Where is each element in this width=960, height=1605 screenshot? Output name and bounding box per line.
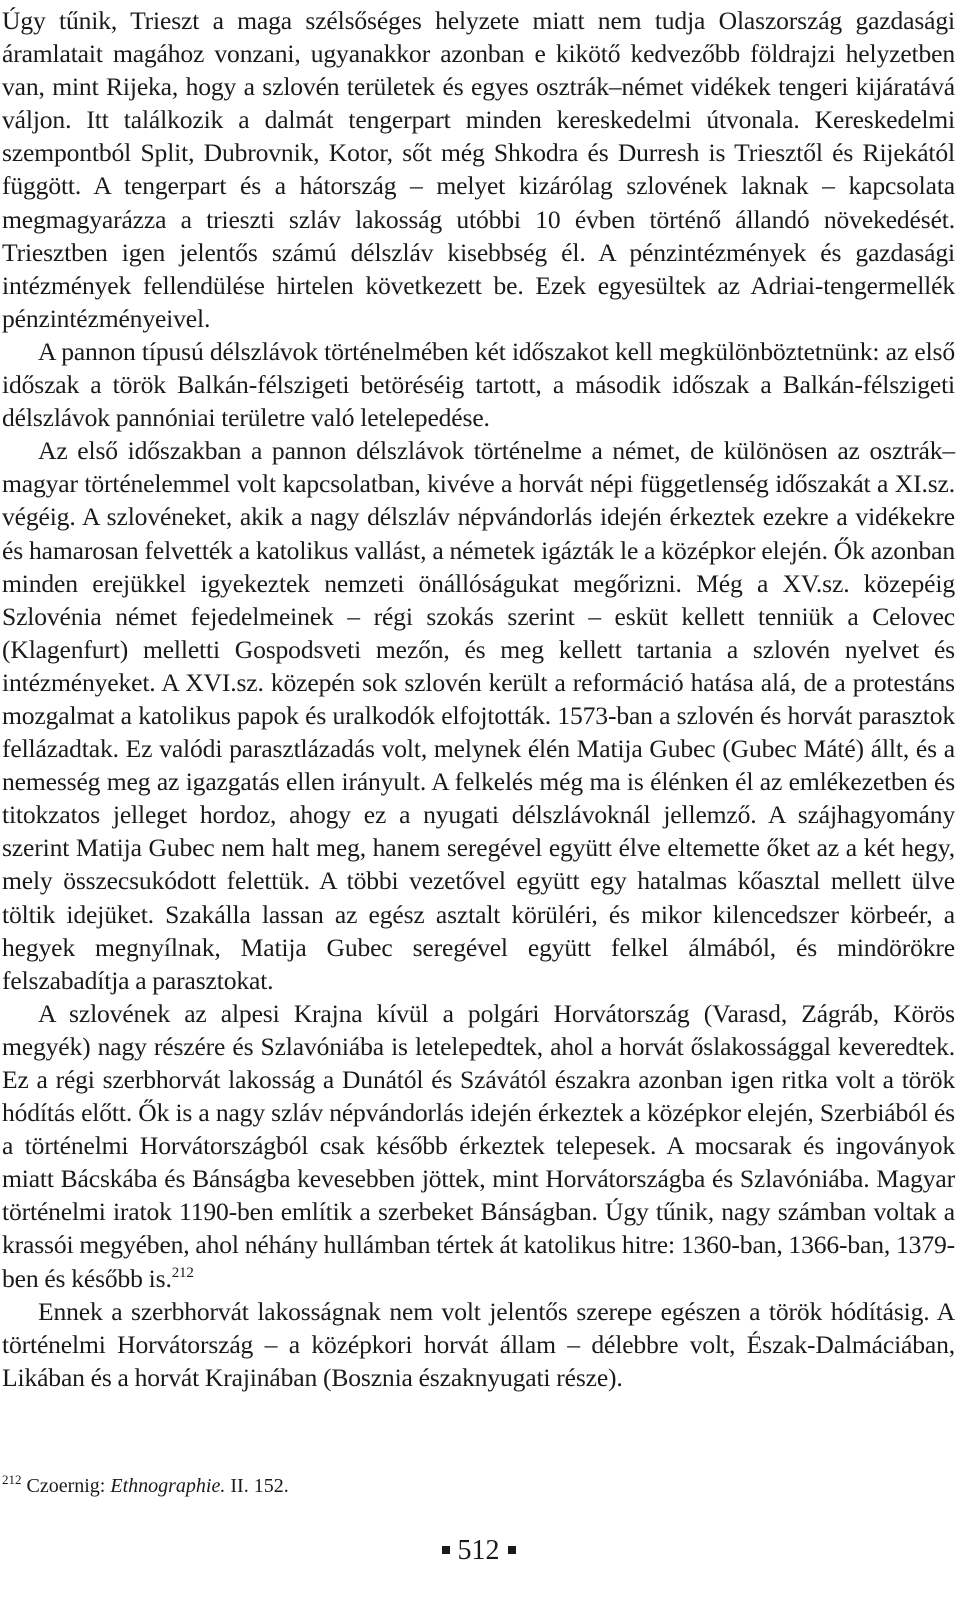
paragraph [2, 335, 955, 434]
square-bullet-icon [508, 1546, 516, 1554]
paragraph [2, 434, 955, 997]
paragraph-text: Ennek a szerbhorvát lakosságnak nem volt jelentős szerepe egészen a török hódításig. A történelmi Horvátország – a középkori horvát állam – délebbre volt, Észak-Dalmáciában, Likában és a horvát Krajinában (Bosznia északnyugati része). [2, 1296, 955, 1392]
square-bullet-icon [442, 1546, 450, 1554]
paragraph [2, 997, 955, 1295]
paragraph-text: A szlovének az alpesi Krajna kívül a polgári Horvátország (Varasd, Zágráb, Körös megyék) nagy részére és Szlavóniába is letelepedtek, ahol a horvát őslakossággal keveredtek. Ez a régi szerbhorvát lakosság a Dunától és Szávától északra azonban igen ritka volt a török hódítás előtt. Ők is a nagy szláv népvándorlás idején érkeztek a középkor elején, Szerbiából és a történelmi Horvátországból csak később érkeztek telepesek. A mocsarak és ingoványok miatt Bácskába és Bánságba kevesebben jöttek, mint Horvátországba és Szlavóniába. Magyar történelmi iratok 1190-ben említik a szerbeket Bánságban. Úgy tűnik, nagy számban voltak a krassói megyében, ahol néhány hullámban tértek át katolikus hitre: 1360-ban, 1366-ban, 1379-ben és később is. [2, 998, 955, 1293]
page-footer [2, 1534, 955, 1568]
footnote-title: Ethnographie. [110, 1475, 226, 1497]
footnote [2, 1473, 955, 1499]
footnote-number: 212 [2, 1472, 22, 1487]
paragraph-text: Úgy tűnik, Trieszt a maga szélsőséges helyzete miatt nem tudja Olaszország gazdasági áramlatait magához vonzani, ugyanakkor azonban e kikötő kedvezőbb földrajzi helyzetben van, mint Rijeka, hogy a szlovén területek és egyes osztrák–német vidékek tengeri kijáratává váljon. Itt találkozik a dalmát tengerpart minden kereskedelmi útvonala. Kereskedelmi szempontból Split, Dubrovnik, Kotor, sőt még Shkodra és Durresh is Triesztől és Rijekától függött. A tengerpart és a hátország – melyet kizárólag szlovének laknak – kapcsolata megmagyarázza a trieszti szláv lakosság utóbbi 10 évben történő állandó növekedését. Triesztben igen jelentős számú délszláv kisebbség él. A pénzintézmények és gazdasági intézmények fellendülése hirtelen következett be. Ezek egyesültek az Adriai-tengermellék pénzintézményeivel. [2, 6, 955, 333]
body-text [2, 4, 955, 1394]
footnote-ref: II. 152. [230, 1475, 289, 1497]
page-number: 512 [457, 1535, 500, 1566]
paragraph [2, 1295, 955, 1394]
paragraph-text: A pannon típusú délszlávok történelmében két időszakot kell megkülönböztetnünk: az első időszak a török Balkán-félszigeti betöréséig tartott, a második időszak a Balkán-félszigeti délszlávok pannóniai területre való letelepedése. [2, 336, 955, 433]
paragraph [2, 4, 955, 335]
footnotes [2, 1473, 955, 1499]
footnote-reference[interactable]: 212 [171, 1264, 194, 1281]
footnote-author: Czoernig: [26, 1475, 106, 1497]
book-page [2, 0, 955, 1605]
paragraph-text: Az első időszakban a pannon délszlávok történelme a német, de különösen az osztrák–magyar történelemmel volt kapcsolatban, kivéve a horvát népi függetlenség időszakát a XI.sz. végéig. A szlovéneket, akik a nagy délszláv népvándorlás idején érkeztek ezekre a vidékekre és hamarosan felvették a katolikus vallást, a németek igázták le a középkor elején. Ők azonban minden erejükkel igyekeztek nemzeti önállóságukat megőrizni. Még a XV.sz. közepéig Szlovénia német fejedelmeinek – régi szokás szerint – esküt kellett tenniük a Celovec (Klagenfurt) melletti Gospodsveti mezőn, és meg kellett tartania a szlovén nyelvet és intézményeket. A XVI.sz. közepén sok szlovén került a reformáció hatása alá, de a protestáns mozgalmat a katolikus papok és uralkodók elfojtották. 1573-ban a szlovén és horvát parasztok fellázadtak. Ez valódi parasztlázadás volt, melynek élén Matija Gubec (Gubec Máté) állt, és a nemesség meg az igazgatás ellen irányult. A felkelés még ma is élénken él az emlékezetben és titokzatos jelleget hordoz, ahogy ez a nyugati délszlávoknál jellemző. A szájhagyomány szerint Matija Gubec nem halt meg, hanem seregével együtt élve eltemette őket az a két hegy, mely összecsukódott felettük. A többi vezetővel együtt egy hatalmas kőasztal mellett ülve töltik idejüket. Szakálla lassan az egész asztalt körüléri, és mikor kilencedszer körbeér, a hegyek megnyílnak, Matija Gubec seregével együtt felkel álmából, és mindörökre felszabadítja a parasztokat. [2, 436, 955, 995]
